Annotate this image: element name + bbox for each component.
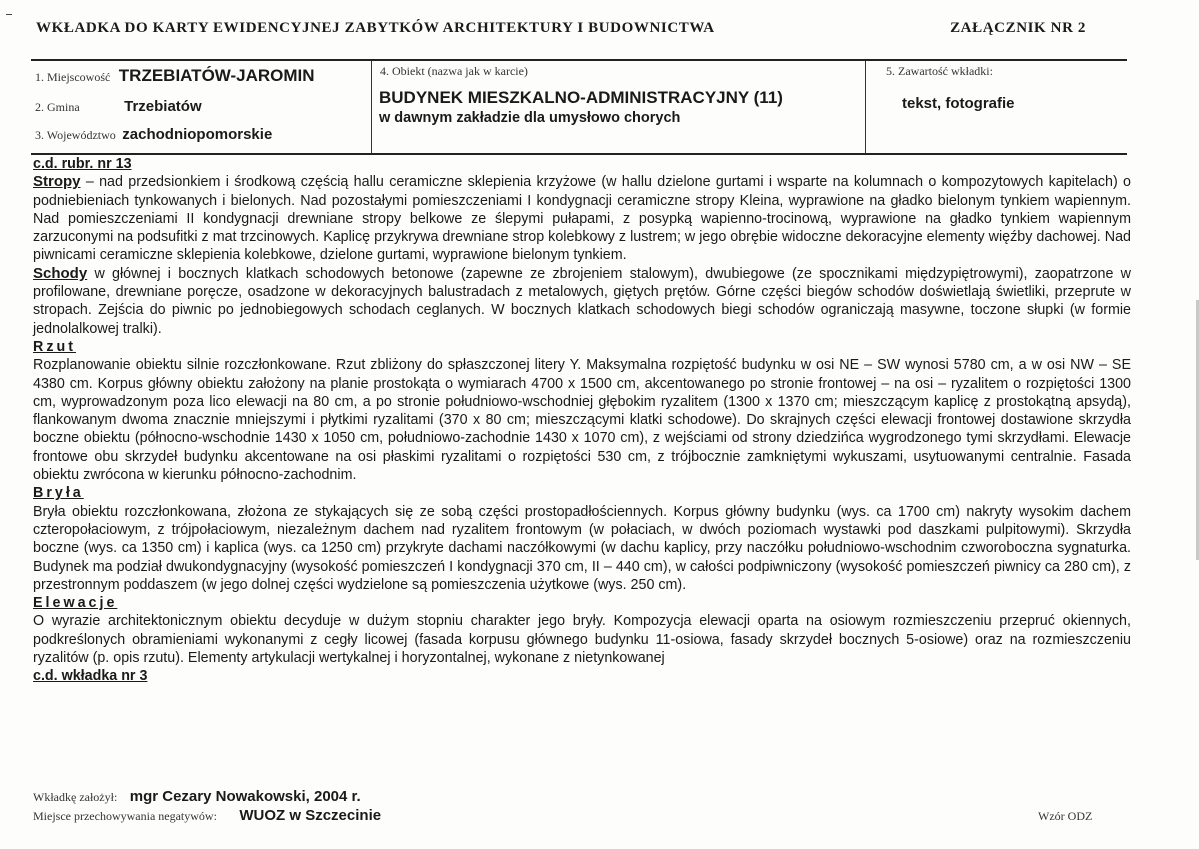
attachment-number: ZAŁĄCZNIK NR 2 (950, 20, 1086, 36)
description-body (33, 155, 1131, 686)
elewacje-heading: Elewacje (33, 595, 118, 612)
author-line (33, 788, 361, 806)
continuation-heading: c.d. rubr. nr 13 (33, 156, 132, 172)
commune-value: Trzebiatów (124, 98, 202, 115)
storage-label: Miejsce przechowywania negatywów: (33, 809, 217, 823)
contents-label: 5. Zawartość wkładki: (886, 64, 993, 78)
form-code: Wzór ODZ (1038, 809, 1093, 823)
schody-text: w głównej i bocznych klatkach schodowych betonowe (zapewne ze zbrojeniem stalowym), dwubiegowe (ze spocznikami międzypiętrowymi), zaopatrzone w profilowane, drewniane poręcze, osadzone w dekoracyjnych balustradach z metalowych, giętych prętów. Górne części biegów schodów doświetlają świetliki, przeprute w stropach. Zejścia do piwnic po jednobiegowych schodach ceglanych. W bocznych klatkach schodowych biegi schodów ograniczają masywne, toczone słupki (w formie jednolalkowej tralki). (33, 265, 1131, 337)
object-subtitle: w dawnym zakładzie dla umysłowo chorych (379, 110, 681, 126)
voivodeship-value: zachodniopomorskie (122, 126, 273, 143)
locality-value: TRZEBIATÓW-JAROMIN (118, 66, 315, 85)
commune-label: 2. Gmina (35, 100, 80, 114)
identification-table (31, 59, 1127, 155)
bryla-text: Bryła obiektu rozczłonkowana, złożona ze stykających się ze sobą części prostopadłościennych. Korpus główny budynku (wys. ca 1700 cm) nakryty wysokim dachem czteropołaciowym, z trójpołaciowym, niezależnym dachem nad ryzalitem frontowym (w połaciach, w dwóch poziomach wystawki pod daszkami pulpitowymi). Skrzydła boczne (wys. ca 1350 cm) i kaplica (wys. ca 1250 cm) przykryte dachami naczółkowymi (w dachu kaplicy, przy naczółku południowo-wschodnim czworoboczna sygnaturka. Budynek ma podział dwukondygnacyjny (wysokość pomieszczeń I kondygnacji 370 cm, II – 440 cm), w całości podpiwniczony (wysokość pomieszczeń piwnicy ca 280 cm), z przestronnym poddaszem (w jego dolnej części wydzielone są pomieszczenia użytkowe (wys. 250 cm). (33, 503, 1131, 593)
voivodeship-field (35, 126, 272, 144)
locality-label: 1. Miejscowość (35, 70, 111, 84)
stropy-text: – nad przedsionkiem i środkową częścią hallu ceramiczne sklepienia krzyżowe (w hallu dzielone gurtami i wsparte na kolumnach o kompozytowych kapitelach) o podniebieniach tynkowanych i bielonych. Nad pozostałymi pomieszczeniami I kondygnacji ceramiczne stropy Kleina, wyprawione na gładko bielonym tynkiem wapiennym. Nad pomieszczeniami II kondygnacji drewniane stropy belkowe ze ślepymi pułapami, z posypką wapienno-trocinową, wyprawione na gładko tynkiem wapiennym zarzuconymi na podsufitki z mat trzcinowych. Kaplicę przykrywa drewniane strop kolebkowy z lustrem; w jego obrębie widoczne dekoracyjne elementy więźby dachowej. Nad piwnicami ceramiczne sklepienia kolebkowe, dzielone gurtami, wyprawione bielonym tynkiem. (33, 174, 1131, 264)
contents-value: tekst, fotografie (902, 95, 1015, 112)
author-value: mgr Cezary Nowakowski, 2004 r. (129, 788, 361, 805)
locality-field (35, 66, 315, 86)
location-column (31, 61, 372, 153)
scan-mark (6, 14, 12, 15)
contents-column (866, 61, 1127, 153)
rzut-text: Rozplanowanie obiektu silnie rozczłonkowane. Rzut zbliżony do spłaszczonej litery Y. Maksymalna rozpiętość budynku w osi NE – SW wynosi 5780 cm, a w osi NW – SE 4380 cm. Korpus główny obiektu założony na planie prostokąta o wymiarach 4700 x 1500 cm, akcentowanego po stronie frontowej – na osi – ryzalitem o rozpiętości 1300 cm, wyprowadzonym poza lico elewacji na 80 cm, a po stronie południowo-wschodniej głębokim ryzalitem (1300 x 1370 cm; mieszczącym kaplicę z prostokątną apsydą), flankowanym dwoma znacznie mniejszymi i płytkimi ryzalitami (370 x 80 cm; mieszczącymi klatki schodowe). Do skrajnych części elewacji frontowej dostawione skrzydła boczne obiektu (północno-wschodnie 1430 x 1050 cm, południowo-zachodnie 1430 x 1070 cm), z wejściami od strony dziedzińca wygrodzonego tymi skrzydłami. Elewacje frontowe obu skrzydeł budynku akcentowane na osi płaskimi ryzalitami o rozpiętości 530 cm, z trójbocznie zamkniętymi wykuszami, usytuowanymi centralnie. Fasada obiektu zwrócona w kierunku północno-zachodnim. (33, 357, 1131, 484)
voivodeship-label: 3. Województwo (35, 128, 116, 142)
object-name: BUDYNEK MIESZKALNO-ADMINISTRACYJNY (11) (379, 88, 783, 107)
storage-value: WUOZ w Szczecinie (239, 807, 382, 824)
bryla-heading: Bryła (33, 485, 84, 502)
object-label: 4. Obiekt (nazwa jak w karcie) (380, 64, 528, 78)
author-label: Wkładkę założył: (33, 790, 118, 804)
storage-line (33, 807, 381, 825)
rzut-heading: Rzut (33, 338, 76, 355)
schody-heading: Schody (33, 264, 88, 282)
stropy-paragraph (33, 173, 1131, 264)
object-column (372, 61, 866, 153)
document-title: WKŁADKA DO KARTY EWIDENCYJNEJ ZABYTKÓW ARCHITEKTURY I BUDOWNICTWA (36, 20, 715, 36)
commune-field (35, 98, 202, 116)
stropy-heading: Stropy (33, 173, 81, 191)
schody-paragraph (33, 265, 1131, 338)
continuation-footer: c.d. wkładka nr 3 (33, 668, 148, 685)
elewacje-text: O wyrazie architektonicznym obiektu decyduje w dużym stopniu charakter jego bryły. Kompozycja elewacji oparta na osiowym rozmieszczeniu przepruć okiennych, podkreślonych obramieniami wykonanymi z cegły licowej (fasada korpusu głównego budynku 11-osiowa, fasady skrzydeł bocznych 5-osiowe) oraz na rozmieszczeniu ryzalitów (p. opis rzutu). Elementy artykulacji wertykalnej i horyzontalnej, wykonane z nietynkowanej (33, 613, 1131, 667)
